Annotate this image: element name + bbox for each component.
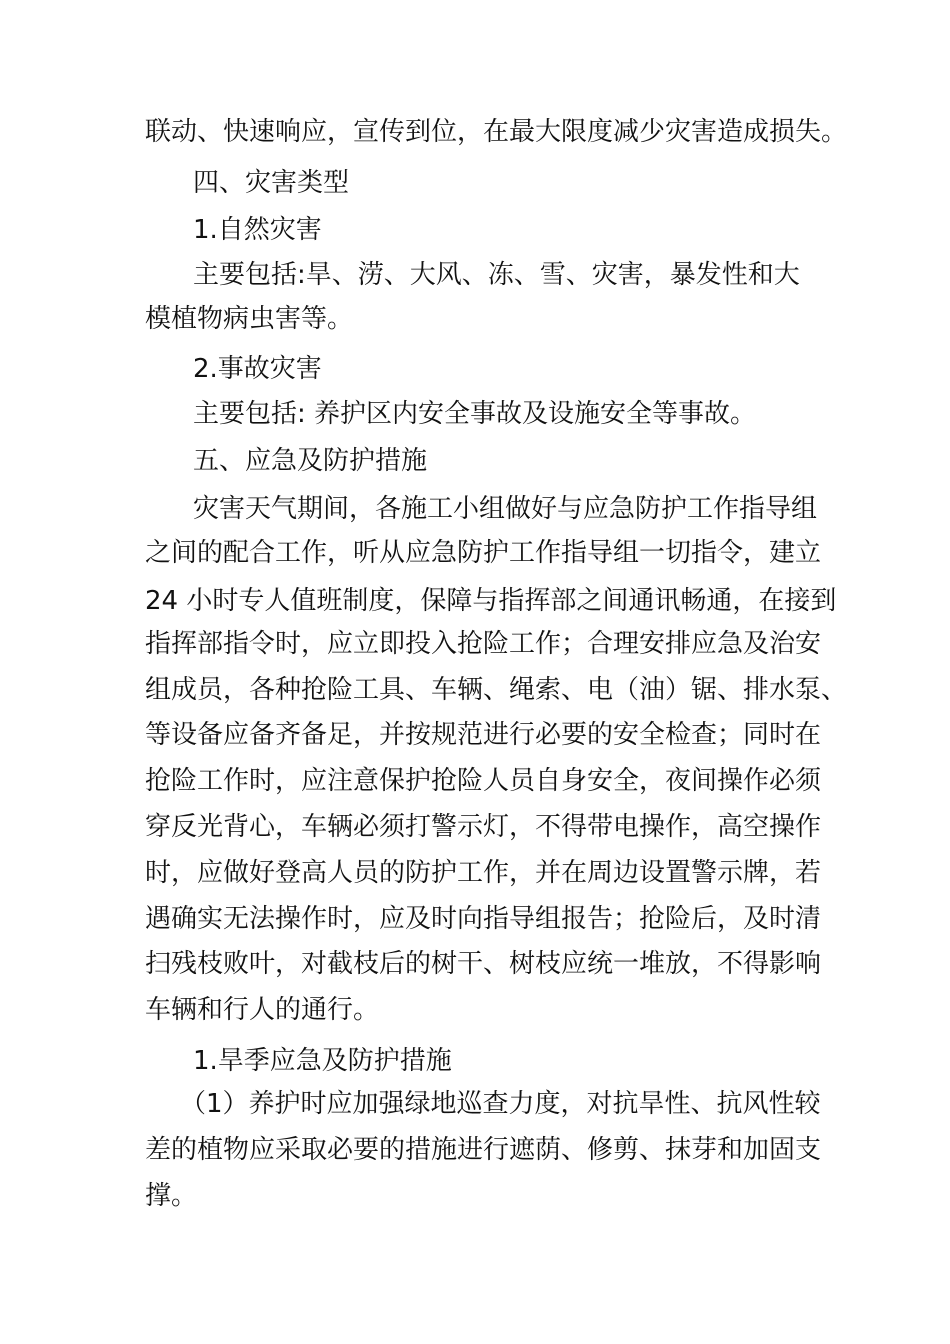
paragraph-line: 指挥部指令时，应立即投入抢险工作；合理安排应急及治安 [145, 629, 822, 659]
paragraph-line: 24 小时专人值班制度，保障与指挥部之间通讯畅通，在接到 [145, 586, 837, 616]
paragraph-line: 联动、快速响应，宣传到位，在最大限度减少灾害造成损失。 [145, 117, 848, 147]
subsection-heading: 2.事故灾害 [193, 354, 322, 384]
subsection-heading: 1.自然灾害 [193, 215, 322, 245]
section-heading: 五、应急及防护措施 [193, 446, 428, 476]
section-heading: 四、灾害类型 [193, 168, 350, 198]
paragraph-line: 穿反光背心，车辆必须打警示灯，不得带电操作，高空操作 [145, 812, 822, 842]
paragraph-line: 模植物病虫害等。 [145, 304, 354, 334]
subsection-heading: 1.旱季应急及防护措施 [193, 1046, 452, 1076]
paragraph-line: 车辆和行人的通行。 [145, 995, 380, 1025]
paragraph-line: 等设备应备齐备足，并按规范进行必要的安全检查；同时在 [145, 720, 822, 750]
paragraph-line: 组成员，各种抢险工具、车辆、绳索、电（油）锯、排水泵、 [145, 675, 848, 705]
paragraph-line: 抢险工作时，应注意保护抢险人员自身安全，夜间操作必须 [145, 766, 822, 796]
paragraph-line: 扫残枝败叶，对截枝后的树干、树枝应统一堆放，不得影响 [145, 949, 822, 979]
paragraph-line: 遇确实无法操作时，应及时向指导组报告；抢险后，及时清 [145, 904, 822, 934]
paragraph-line: 差的植物应采取必要的措施进行遮荫、修剪、抹芽和加固支 [145, 1135, 822, 1165]
paragraph-line: 主要包括:旱、涝、大风、冻、雪、灾害，暴发性和大 [193, 260, 800, 290]
paragraph-line: 灾害天气期间，各施工小组做好与应急防护工作指导组 [193, 494, 818, 524]
paragraph-line: 主要包括: 养护区内安全事故及设施安全等事故。 [193, 399, 757, 429]
paragraph-line: 之间的配合工作，听从应急防护工作指导组一切指令，建立 [145, 538, 822, 568]
paragraph-line: 撑。 [145, 1181, 198, 1211]
paragraph-line: （1）养护时应加强绿地巡查力度，对抗旱性、抗风性较 [180, 1089, 821, 1119]
paragraph-line: 时，应做好登高人员的防护工作，并在周边设置警示牌，若 [145, 858, 822, 888]
